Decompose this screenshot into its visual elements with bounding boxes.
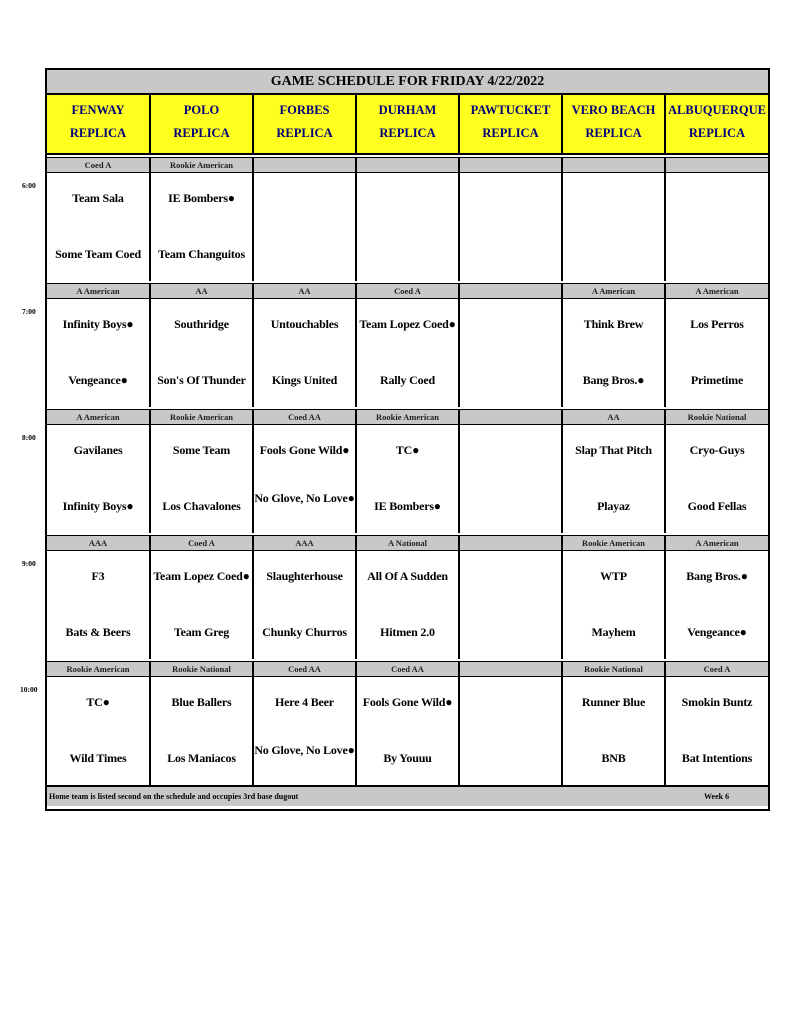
game-cell xyxy=(151,425,254,533)
home-team: Mayhem xyxy=(591,625,636,639)
away-team: Slaughterhouse xyxy=(266,569,343,583)
field-header-fenway xyxy=(47,95,151,155)
game-cell xyxy=(254,425,357,533)
game-cell xyxy=(151,173,254,281)
game-cell xyxy=(666,551,768,659)
division-label: A American xyxy=(666,284,768,298)
field-subtitle: REPLICA xyxy=(688,126,746,140)
home-team: Team Changuitos xyxy=(158,247,245,261)
home-team: Some Team Coed xyxy=(55,247,141,261)
game-cell xyxy=(460,425,563,533)
away-team: Think Brew xyxy=(583,317,644,331)
game-cell xyxy=(151,299,254,407)
game-cell xyxy=(357,425,460,533)
schedule-table xyxy=(45,68,770,811)
division-label: Coed AA xyxy=(254,662,357,676)
field-header-polo xyxy=(151,95,254,155)
game-cell xyxy=(563,299,666,407)
field-subtitle: REPLICA xyxy=(173,126,230,140)
field-header-pawtucket xyxy=(460,95,563,155)
division-label: Coed A xyxy=(666,662,768,676)
home-team: Hitmen 2.0 xyxy=(380,625,435,639)
division-label xyxy=(460,284,563,298)
game-cell xyxy=(563,173,666,281)
division-label: Coed AA xyxy=(357,662,460,676)
division-label: Rookie American xyxy=(357,410,460,424)
game-cell xyxy=(151,551,254,659)
game-cell xyxy=(666,677,768,785)
game-cell xyxy=(666,299,768,407)
game-cell xyxy=(47,551,151,659)
home-team: Kings United xyxy=(271,373,338,387)
away-team: Smokin Buntz xyxy=(681,695,753,709)
division-label xyxy=(460,536,563,550)
division-label: Coed AA xyxy=(254,410,357,424)
game-cell xyxy=(254,173,357,281)
home-team: Playaz xyxy=(597,499,630,513)
away-team: Fools Gone Wild● xyxy=(259,443,350,457)
time-label: 9:00 xyxy=(22,559,36,568)
home-team: Bats & Beers xyxy=(65,625,131,639)
game-cell xyxy=(254,299,357,407)
game-cell xyxy=(47,173,151,281)
away-team: Team Sala xyxy=(72,191,124,205)
away-team: Southridge xyxy=(174,317,229,331)
home-team: Vengeance● xyxy=(687,625,747,639)
division-label: Rookie National xyxy=(151,662,254,676)
division-label: Rookie National xyxy=(563,662,666,676)
away-team: Gavilanes xyxy=(73,443,123,457)
away-team: TC● xyxy=(86,695,110,709)
game-cell xyxy=(254,677,357,785)
field-subtitle: REPLICA xyxy=(585,126,642,140)
time-label: 6:00 xyxy=(22,181,36,190)
field-subtitle: REPLICA xyxy=(379,126,436,140)
away-team: Untouchables xyxy=(270,317,339,331)
away-team: Fools Gone Wild● xyxy=(362,695,453,709)
footer-note: Home team is listed second on the schedule and occupies 3rd base dugout xyxy=(49,792,299,801)
field-name: ALBUQUERQUE xyxy=(668,103,766,117)
home-team: Good Fellas xyxy=(687,499,747,513)
game-cell xyxy=(357,551,460,659)
division-label xyxy=(357,158,460,172)
division-label: A American xyxy=(563,284,666,298)
away-team: Infinity Boys● xyxy=(62,317,134,331)
division-label: AA xyxy=(563,410,666,424)
game-cell xyxy=(563,425,666,533)
away-team: Blue Ballers xyxy=(171,695,232,709)
division-label: A American xyxy=(47,284,151,298)
division-label xyxy=(254,158,357,172)
away-team: IE Bombers● xyxy=(168,191,235,205)
away-team: Los Perros xyxy=(690,317,744,331)
home-team: Vengeance● xyxy=(68,373,128,387)
away-team: WTP xyxy=(600,569,627,583)
game-cell xyxy=(460,551,563,659)
game-cell xyxy=(460,677,563,785)
field-header-durham xyxy=(357,95,460,155)
division-label: Coed A xyxy=(151,536,254,550)
game-cell xyxy=(47,425,151,533)
division-label: Coed A xyxy=(47,158,151,172)
division-label xyxy=(563,158,666,172)
division-label: AAA xyxy=(47,536,151,550)
division-label: Rookie National xyxy=(666,410,768,424)
away-team: Some Team xyxy=(172,443,231,457)
footer-row xyxy=(47,785,768,806)
division-label xyxy=(460,662,563,676)
game-cell xyxy=(563,677,666,785)
division-label: A American xyxy=(666,536,768,550)
division-label xyxy=(460,158,563,172)
division-label: A American xyxy=(47,410,151,424)
home-team: Primetime xyxy=(690,373,744,387)
away-team: All Of A Sudden xyxy=(367,569,448,583)
field-header-forbes xyxy=(254,95,357,155)
game-cell xyxy=(460,173,563,281)
home-team: Bang Bros.● xyxy=(582,373,645,387)
game-cell xyxy=(357,299,460,407)
division-label: AAA xyxy=(254,536,357,550)
home-team: Rally Coed xyxy=(379,373,435,387)
division-label: Rookie American xyxy=(47,662,151,676)
away-team: Team Lopez Coed● xyxy=(153,569,250,583)
away-team: F3 xyxy=(91,569,105,583)
home-team: Infinity Boys● xyxy=(62,499,134,513)
field-subtitle: REPLICA xyxy=(482,126,539,140)
game-cell xyxy=(666,425,768,533)
away-team: Here 4 Beer xyxy=(275,695,334,709)
field-name: VERO BEACH xyxy=(571,103,656,117)
division-label: Rookie American xyxy=(563,536,666,550)
home-team: BNB xyxy=(601,751,626,765)
field-name: PAWTUCKET xyxy=(470,103,551,117)
field-header-vero-beach xyxy=(563,95,666,155)
game-cell xyxy=(151,677,254,785)
game-cell xyxy=(666,173,768,281)
home-team: No Glove, No Love● xyxy=(254,743,355,757)
field-header-albuquerque xyxy=(666,95,768,155)
home-team: IE Bombers● xyxy=(374,499,441,513)
home-team: Wild Times xyxy=(69,751,127,765)
division-label: Rookie American xyxy=(151,410,254,424)
home-team: Los Chavalones xyxy=(162,499,241,513)
home-team: Team Greg xyxy=(173,625,230,639)
away-team: Slap That Pitch xyxy=(575,443,652,457)
division-label: A National xyxy=(357,536,460,550)
division-label: AA xyxy=(254,284,357,298)
away-team: Cryo-Guys xyxy=(689,443,745,457)
division-label: Rookie American xyxy=(151,158,254,172)
division-label xyxy=(460,410,563,424)
home-team: Chunky Churros xyxy=(262,625,347,639)
division-label: AA xyxy=(151,284,254,298)
field-name: DURHAM xyxy=(378,103,437,117)
away-team: Runner Blue xyxy=(581,695,646,709)
home-team: By Youuu xyxy=(383,751,432,765)
game-cell xyxy=(563,551,666,659)
division-label: Coed A xyxy=(357,284,460,298)
footer-week: Week 6 xyxy=(704,792,730,801)
game-cell xyxy=(254,551,357,659)
time-label: 7:00 xyxy=(22,307,36,316)
time-label: 10:00 xyxy=(20,685,38,694)
field-name: FENWAY xyxy=(71,103,125,117)
time-label: 8:00 xyxy=(22,433,36,442)
game-cell xyxy=(357,173,460,281)
home-team: Los Maniacos xyxy=(167,751,236,765)
field-name: FORBES xyxy=(279,103,330,117)
field-name: POLO xyxy=(183,103,220,117)
home-team: No Glove, No Love● xyxy=(254,491,355,505)
away-team: Team Lopez Coed● xyxy=(359,317,456,331)
field-subtitle: REPLICA xyxy=(276,126,333,140)
game-cell xyxy=(460,299,563,407)
home-team: Son's Of Thunder xyxy=(157,373,246,387)
division-label xyxy=(666,158,768,172)
field-subtitle: REPLICA xyxy=(69,126,127,140)
away-team: Bang Bros.● xyxy=(686,569,748,583)
game-cell xyxy=(47,677,151,785)
schedule-title: GAME SCHEDULE FOR FRIDAY 4/22/2022 xyxy=(47,70,768,95)
away-team: TC● xyxy=(395,443,420,457)
game-cell xyxy=(47,299,151,407)
game-cell xyxy=(357,677,460,785)
home-team: Bat Intentions xyxy=(681,751,753,765)
